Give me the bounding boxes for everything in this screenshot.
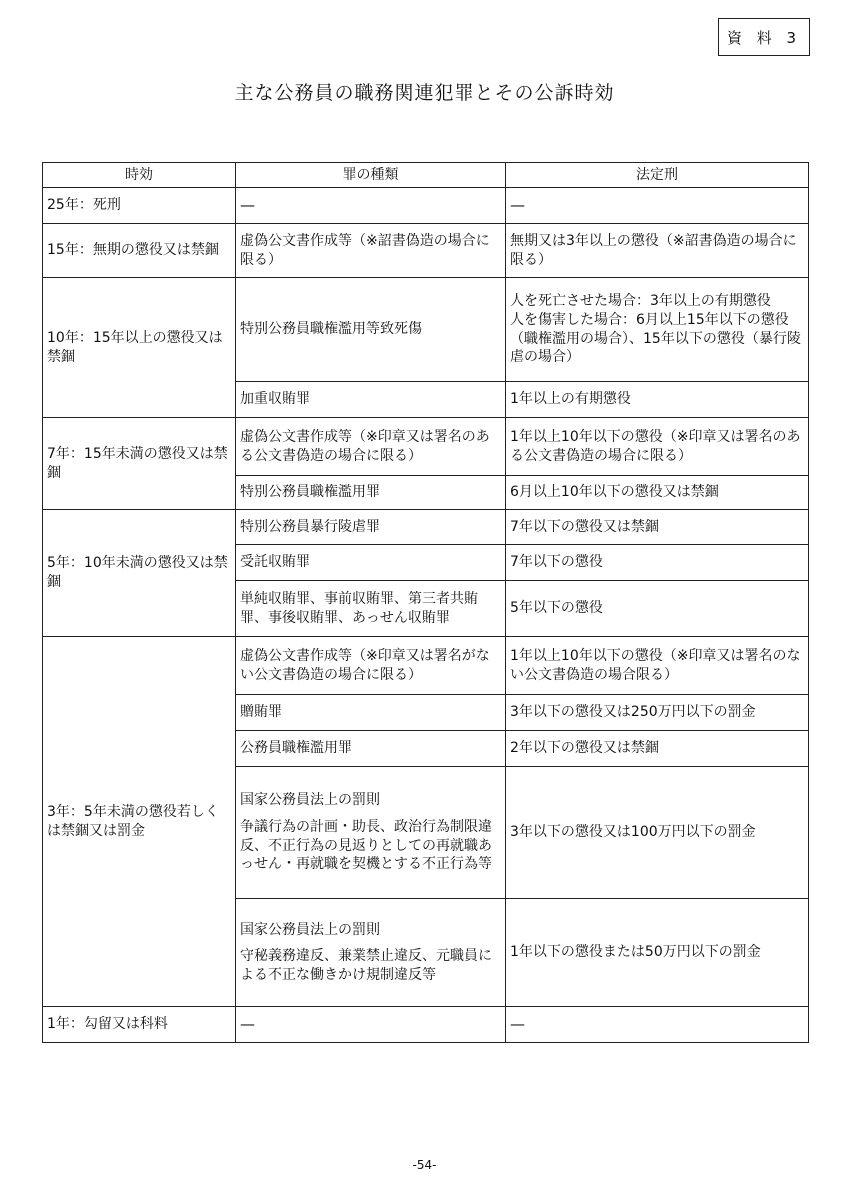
- crime-detail: 争議行為の計画・助長、政治行為制限違反、不正行為の見返りとしての再就職あっせん・再就職を契機とする不正行為等: [240, 818, 492, 873]
- crime-cell: 虚偽公文書作成等（※印章又は署名がない公文書偽造の場合に限る）: [236, 637, 506, 695]
- table-row: [43, 1007, 809, 1043]
- table-row: [43, 637, 809, 695]
- penalty-cell: 1年以下の懲役または50万円以下の罰金: [506, 899, 809, 1007]
- jikou-cell: 7年：15年未満の懲役又は禁錮: [43, 418, 236, 510]
- jikou-cell: 15年：無期の懲役又は禁錮: [43, 224, 236, 278]
- crime-cell: 特別公務員職権濫用等致死傷: [236, 278, 506, 382]
- penalty-cell: —: [506, 1007, 809, 1043]
- table-row: [43, 510, 809, 545]
- crime-detail: 守秘義務違反、兼業禁止違反、元職員による不正な働きかけ規制違反等: [240, 948, 492, 983]
- crime-cell: [236, 899, 506, 1007]
- penalty-cell: 7年以下の懲役又は禁錮: [506, 510, 809, 545]
- penalty-cell: 7年以下の懲役: [506, 545, 809, 581]
- table-row: [43, 278, 809, 382]
- penalty-cell: —: [506, 188, 809, 224]
- jikou-cell: 10年：15年以上の懲役又は禁錮: [43, 278, 236, 418]
- penalty-cell: 1年以上10年以下の懲役（※印章又は署名のない公文書偽造の場合限る）: [506, 637, 809, 695]
- penalty-cell: 1年以上10年以下の懲役（※印章又は署名のある公文書偽造の場合に限る）: [506, 418, 809, 476]
- jikou-cell: 5年：10年未満の懲役又は禁錮: [43, 510, 236, 637]
- crime-cell: 受託収賄罪: [236, 545, 506, 581]
- penalty-cell: 3年以下の懲役又は100万円以下の罰金: [506, 767, 809, 899]
- page-number: -54-: [412, 1158, 437, 1172]
- crime-cell: 単純収賄罪、事前収賄罪、第三者共賄罪、事後収賄罪、あっせん収賄罪: [236, 581, 506, 637]
- crime-cell: 公務員職権濫用罪: [236, 731, 506, 767]
- penalty-death-case: 人を死亡させた場合：3年以上の有期懲役: [510, 293, 771, 310]
- table-row: [43, 188, 809, 224]
- crime-title: 国家公務員法上の罰則: [240, 921, 380, 938]
- jikou-cell: 25年：死刑: [43, 188, 236, 224]
- table-row: [43, 224, 809, 278]
- crime-cell: 特別公務員暴行陵虐罪: [236, 510, 506, 545]
- crime-title: 国家公務員法上の罰則: [240, 792, 380, 809]
- crime-cell: 贈賄罪: [236, 695, 506, 731]
- crime-cell: [236, 767, 506, 899]
- header-penalty: 法定刑: [506, 163, 809, 188]
- crime-cell: —: [236, 1007, 506, 1043]
- penalty-cell: 5年以下の懲役: [506, 581, 809, 637]
- penalty-cell: 2年以下の懲役又は禁錮: [506, 731, 809, 767]
- statute-of-limitations-table: [42, 162, 809, 1043]
- table-row: [43, 418, 809, 476]
- header-crime-type: 罪の種類: [236, 163, 506, 188]
- table-header-row: [43, 163, 809, 188]
- crime-cell: 虚偽公文書作成等（※印章又は署名のある公文書偽造の場合に限る）: [236, 418, 506, 476]
- penalty-injury-case: 人を傷害した場合：6月以上15年以下の懲役（職権濫用の場合）、15年以下の懲役（暴行陵虐の場合）: [510, 311, 801, 366]
- crime-cell: —: [236, 188, 506, 224]
- penalty-cell: 3年以下の懲役又は250万円以下の罰金: [506, 695, 809, 731]
- page-title: 主な公務員の職務関連犯罪とその公訴時効: [234, 82, 615, 104]
- penalty-cell: 1年以上の有期懲役: [506, 382, 809, 418]
- jikou-cell: 1年：勾留又は科料: [43, 1007, 236, 1043]
- crime-cell: 虚偽公文書作成等（※詔書偽造の場合に限る）: [236, 224, 506, 278]
- penalty-cell: 無期又は3年以上の懲役（※詔書偽造の場合に限る）: [506, 224, 809, 278]
- jikou-cell: 3年：5年未満の懲役若しくは禁錮又は罰金: [43, 637, 236, 1007]
- crime-cell: 加重収賄罪: [236, 382, 506, 418]
- crime-cell: 特別公務員職権濫用罪: [236, 476, 506, 510]
- penalty-cell: 6月以上10年以下の懲役又は禁錮: [506, 476, 809, 510]
- penalty-cell: [506, 278, 809, 382]
- document-tag: 資 料 3: [718, 18, 810, 56]
- header-jikou: 時効: [43, 163, 236, 188]
